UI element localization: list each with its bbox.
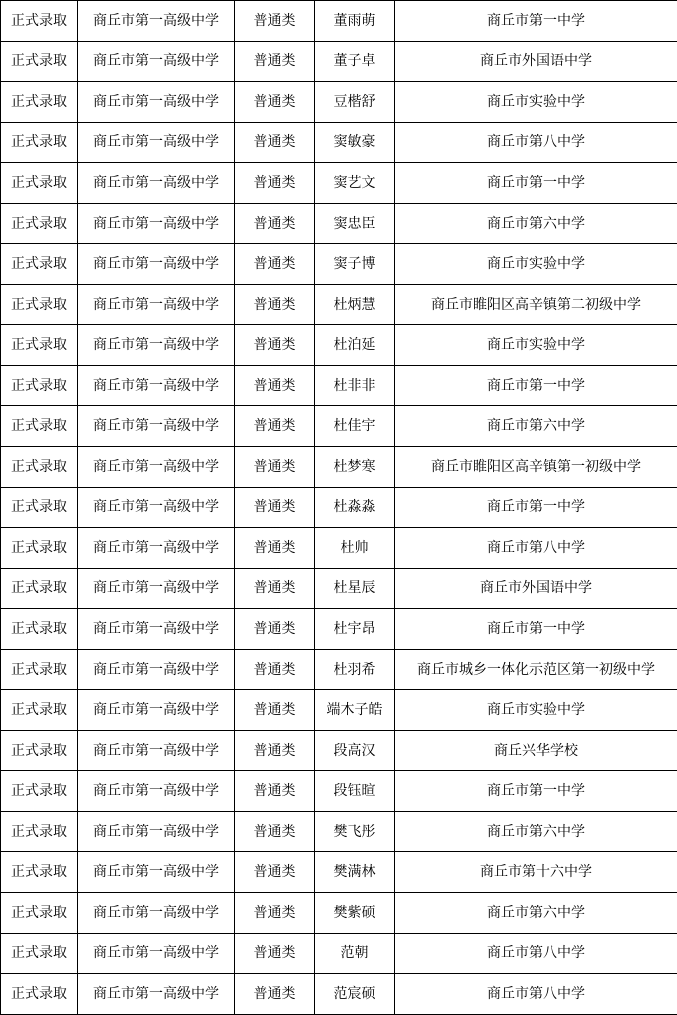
graduating-school-cell: 商丘市第一中学 <box>395 771 677 812</box>
category-cell: 普通类 <box>235 568 315 609</box>
table-row <box>1 771 677 812</box>
table-row <box>1 325 677 366</box>
table-row <box>1 730 677 771</box>
table-row <box>1 82 677 123</box>
admitting-school-cell: 商丘市第一高级中学 <box>78 893 235 934</box>
admitting-school-cell: 商丘市第一高级中学 <box>78 487 235 528</box>
student-name-cell: 窦敏豪 <box>315 122 395 163</box>
category-cell: 普通类 <box>235 528 315 569</box>
student-name-cell: 樊紫硕 <box>315 893 395 934</box>
status-cell: 正式录取 <box>1 811 78 852</box>
graduating-school-cell: 商丘市第八中学 <box>395 122 677 163</box>
status-cell: 正式录取 <box>1 487 78 528</box>
table-row <box>1 406 677 447</box>
graduating-school-cell: 商丘市第一中学 <box>395 365 677 406</box>
graduating-school-cell: 商丘市第八中学 <box>395 974 677 1015</box>
category-cell: 普通类 <box>235 730 315 771</box>
category-cell: 普通类 <box>235 811 315 852</box>
status-cell: 正式录取 <box>1 933 78 974</box>
student-name-cell: 杜宇昂 <box>315 609 395 650</box>
table-row <box>1 487 677 528</box>
admitting-school-cell: 商丘市第一高级中学 <box>78 244 235 285</box>
category-cell: 普通类 <box>235 284 315 325</box>
status-cell: 正式录取 <box>1 244 78 285</box>
graduating-school-cell: 商丘市第一中学 <box>395 487 677 528</box>
category-cell: 普通类 <box>235 933 315 974</box>
status-cell: 正式录取 <box>1 365 78 406</box>
admitting-school-cell: 商丘市第一高级中学 <box>78 82 235 123</box>
status-cell: 正式录取 <box>1 852 78 893</box>
admitting-school-cell: 商丘市第一高级中学 <box>78 203 235 244</box>
table-row <box>1 811 677 852</box>
graduating-school-cell: 商丘兴华学校 <box>395 730 677 771</box>
category-cell: 普通类 <box>235 487 315 528</box>
table-row <box>1 893 677 934</box>
status-cell: 正式录取 <box>1 163 78 204</box>
student-name-cell: 董雨萌 <box>315 1 395 42</box>
student-name-cell: 杜佳宇 <box>315 406 395 447</box>
graduating-school-cell: 商丘市实验中学 <box>395 82 677 123</box>
table-row <box>1 528 677 569</box>
category-cell: 普通类 <box>235 325 315 366</box>
student-name-cell: 董子卓 <box>315 41 395 82</box>
table-row <box>1 122 677 163</box>
category-cell: 普通类 <box>235 406 315 447</box>
status-cell: 正式录取 <box>1 82 78 123</box>
table-row <box>1 244 677 285</box>
category-cell: 普通类 <box>235 365 315 406</box>
graduating-school-cell: 商丘市睢阳区高辛镇第一初级中学 <box>395 447 677 488</box>
status-cell: 正式录取 <box>1 568 78 609</box>
graduating-school-cell: 商丘市城乡一体化示范区第一初级中学 <box>395 649 677 690</box>
status-cell: 正式录取 <box>1 1 78 42</box>
category-cell: 普通类 <box>235 447 315 488</box>
table-row <box>1 974 677 1015</box>
graduating-school-cell: 商丘市第八中学 <box>395 933 677 974</box>
admitting-school-cell: 商丘市第一高级中学 <box>78 284 235 325</box>
table-row <box>1 41 677 82</box>
student-name-cell: 范宸硕 <box>315 974 395 1015</box>
table-row <box>1 447 677 488</box>
status-cell: 正式录取 <box>1 203 78 244</box>
status-cell: 正式录取 <box>1 974 78 1015</box>
student-name-cell: 杜帅 <box>315 528 395 569</box>
admitting-school-cell: 商丘市第一高级中学 <box>78 609 235 650</box>
student-name-cell: 杜炳慧 <box>315 284 395 325</box>
graduating-school-cell: 商丘市外国语中学 <box>395 41 677 82</box>
admitting-school-cell: 商丘市第一高级中学 <box>78 365 235 406</box>
table-body <box>1 1 677 1015</box>
admitting-school-cell: 商丘市第一高级中学 <box>78 690 235 731</box>
category-cell: 普通类 <box>235 609 315 650</box>
table-row <box>1 933 677 974</box>
student-name-cell: 樊满林 <box>315 852 395 893</box>
admitting-school-cell: 商丘市第一高级中学 <box>78 406 235 447</box>
graduating-school-cell: 商丘市第十六中学 <box>395 852 677 893</box>
admitting-school-cell: 商丘市第一高级中学 <box>78 163 235 204</box>
category-cell: 普通类 <box>235 893 315 934</box>
category-cell: 普通类 <box>235 82 315 123</box>
status-cell: 正式录取 <box>1 649 78 690</box>
graduating-school-cell: 商丘市实验中学 <box>395 244 677 285</box>
status-cell: 正式录取 <box>1 325 78 366</box>
status-cell: 正式录取 <box>1 406 78 447</box>
table-row <box>1 284 677 325</box>
category-cell: 普通类 <box>235 41 315 82</box>
table-row <box>1 852 677 893</box>
category-cell: 普通类 <box>235 974 315 1015</box>
graduating-school-cell: 商丘市睢阳区高辛镇第二初级中学 <box>395 284 677 325</box>
student-name-cell: 范朝 <box>315 933 395 974</box>
student-name-cell: 杜梦寒 <box>315 447 395 488</box>
graduating-school-cell: 商丘市第一中学 <box>395 1 677 42</box>
status-cell: 正式录取 <box>1 41 78 82</box>
status-cell: 正式录取 <box>1 122 78 163</box>
student-name-cell: 窦子博 <box>315 244 395 285</box>
student-name-cell: 杜非非 <box>315 365 395 406</box>
category-cell: 普通类 <box>235 771 315 812</box>
student-name-cell: 窦艺文 <box>315 163 395 204</box>
student-name-cell: 樊飞彤 <box>315 811 395 852</box>
status-cell: 正式录取 <box>1 690 78 731</box>
status-cell: 正式录取 <box>1 609 78 650</box>
table-row <box>1 609 677 650</box>
graduating-school-cell: 商丘市实验中学 <box>395 325 677 366</box>
admitting-school-cell: 商丘市第一高级中学 <box>78 730 235 771</box>
student-name-cell: 杜星辰 <box>315 568 395 609</box>
admitting-school-cell: 商丘市第一高级中学 <box>78 1 235 42</box>
admitting-school-cell: 商丘市第一高级中学 <box>78 568 235 609</box>
admitting-school-cell: 商丘市第一高级中学 <box>78 852 235 893</box>
graduating-school-cell: 商丘市第六中学 <box>395 203 677 244</box>
graduating-school-cell: 商丘市实验中学 <box>395 690 677 731</box>
status-cell: 正式录取 <box>1 284 78 325</box>
table-row <box>1 1 677 42</box>
graduating-school-cell: 商丘市第六中学 <box>395 893 677 934</box>
student-name-cell: 杜淼淼 <box>315 487 395 528</box>
admitting-school-cell: 商丘市第一高级中学 <box>78 447 235 488</box>
category-cell: 普通类 <box>235 163 315 204</box>
table-row <box>1 365 677 406</box>
graduating-school-cell: 商丘市外国语中学 <box>395 568 677 609</box>
category-cell: 普通类 <box>235 649 315 690</box>
category-cell: 普通类 <box>235 122 315 163</box>
student-name-cell: 端木子皓 <box>315 690 395 731</box>
admitting-school-cell: 商丘市第一高级中学 <box>78 771 235 812</box>
status-cell: 正式录取 <box>1 771 78 812</box>
student-name-cell: 杜羽希 <box>315 649 395 690</box>
admitting-school-cell: 商丘市第一高级中学 <box>78 41 235 82</box>
status-cell: 正式录取 <box>1 730 78 771</box>
table-row <box>1 690 677 731</box>
graduating-school-cell: 商丘市第六中学 <box>395 406 677 447</box>
student-name-cell: 段高汉 <box>315 730 395 771</box>
status-cell: 正式录取 <box>1 447 78 488</box>
admitting-school-cell: 商丘市第一高级中学 <box>78 325 235 366</box>
admitting-school-cell: 商丘市第一高级中学 <box>78 528 235 569</box>
graduating-school-cell: 商丘市第六中学 <box>395 811 677 852</box>
graduating-school-cell: 商丘市第一中学 <box>395 609 677 650</box>
admitting-school-cell: 商丘市第一高级中学 <box>78 974 235 1015</box>
student-name-cell: 豆楷舒 <box>315 82 395 123</box>
table-row <box>1 568 677 609</box>
admitting-school-cell: 商丘市第一高级中学 <box>78 811 235 852</box>
student-name-cell: 段钰暄 <box>315 771 395 812</box>
table-row <box>1 163 677 204</box>
admitting-school-cell: 商丘市第一高级中学 <box>78 122 235 163</box>
graduating-school-cell: 商丘市第八中学 <box>395 528 677 569</box>
graduating-school-cell: 商丘市第一中学 <box>395 163 677 204</box>
admitting-school-cell: 商丘市第一高级中学 <box>78 649 235 690</box>
category-cell: 普通类 <box>235 244 315 285</box>
status-cell: 正式录取 <box>1 893 78 934</box>
table-row <box>1 649 677 690</box>
category-cell: 普通类 <box>235 690 315 731</box>
student-name-cell: 杜泊延 <box>315 325 395 366</box>
status-cell: 正式录取 <box>1 528 78 569</box>
category-cell: 普通类 <box>235 852 315 893</box>
category-cell: 普通类 <box>235 1 315 42</box>
admitting-school-cell: 商丘市第一高级中学 <box>78 933 235 974</box>
table-row <box>1 203 677 244</box>
category-cell: 普通类 <box>235 203 315 244</box>
student-name-cell: 窦忠臣 <box>315 203 395 244</box>
